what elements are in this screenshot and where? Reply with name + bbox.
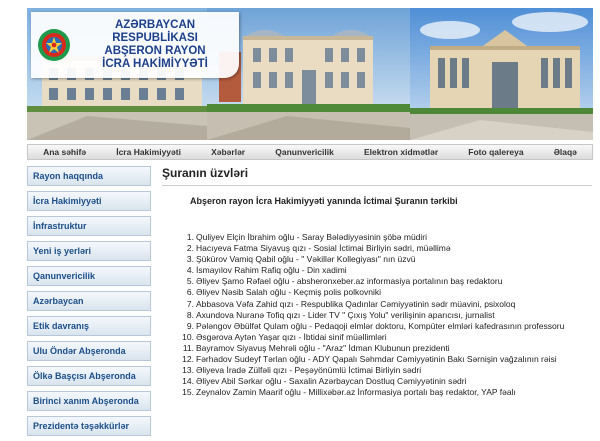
list-item <box>174 387 564 398</box>
list-item-text: Əliyev Şamo Rəfael oğlu - absheronxeber.az informasiya portalının baş redaktoru <box>196 276 503 287</box>
building-photo-3 <box>410 8 593 140</box>
list-item-number: 4. <box>186 265 194 276</box>
list-item <box>174 254 564 265</box>
nav-executive-authority[interactable]: İcra Hakimiyyəti <box>116 147 181 157</box>
list-item-number: 1. <box>186 232 194 242</box>
list-item <box>174 365 564 376</box>
header-banner <box>27 8 593 140</box>
list-item <box>174 287 564 298</box>
list-item-text: Əliyev Abil Sərkar oğlu - Saxalin Azərbaycan Dostluq Cəmiyyətinin sədri <box>196 376 467 387</box>
sidebar-item-infrastructure[interactable]: İnfrastruktur <box>27 216 151 236</box>
list-item-text: Abbasova Vəfa Zahid qızı - Respublika Qadınlar Cəmiyyətinin sədr müavini, psixoloq <box>196 298 516 309</box>
list-item <box>174 310 564 321</box>
logo-line-3: İCRA HAKİMİYYƏTİ <box>102 58 208 70</box>
page-title: Şuranın üzvləri <box>162 166 249 180</box>
sidebar-item-first-lady[interactable]: Birinci xanım Abşeronda <box>27 391 151 411</box>
state-emblem-icon <box>37 28 71 62</box>
list-item-number: 5. <box>186 276 194 287</box>
sidebar-item-new-jobs[interactable]: Yeni iş yerləri <box>27 241 151 261</box>
list-item-text: Əliyeva İradə Zülfəli qızı - Peşəyönümlü İctimai Birliyin sədri <box>196 365 422 376</box>
council-members-list <box>174 232 564 398</box>
list-item <box>174 232 564 243</box>
list-item-number: 7. <box>186 298 194 309</box>
sidebar-item-executive-authority[interactable]: İcra Hakimiyyəti <box>27 191 151 211</box>
list-item <box>174 276 564 287</box>
list-item-text: İsmayılov Rahim Rafiq oğlu - Din xadimi <box>196 265 347 276</box>
sidebar-menu <box>27 166 151 441</box>
list-item <box>174 321 564 332</box>
logo-line-1: AZƏRBAYCAN RESPUBLİKASI <box>112 19 198 44</box>
sidebar-item-thanks-to-president[interactable]: Prezidentə təşəkkürlər <box>27 416 151 436</box>
main-nav <box>27 144 593 160</box>
sidebar-item-great-leader[interactable]: Ulu Öndər Abşeronda <box>27 341 151 361</box>
list-item <box>174 343 564 354</box>
list-item-text: Axundova Nuranə Tofiq qızı - Lider TV " Çıxış Yolu" verilişinin aparıcısı, jurnalist <box>196 309 495 320</box>
site-logo[interactable] <box>31 12 239 78</box>
list-item-text: Əsgərova Aytən Yaşar qızı - İbtidai sinif müəllimləri <box>196 331 387 342</box>
main-content <box>162 166 592 398</box>
list-item-number: 9. <box>186 320 194 331</box>
list-item-text: Hacıyeva Fatma Siyavuş qızı - Sosial İctimai Birliyin sədri, müəllimə <box>196 243 451 254</box>
list-item-number: 11. <box>182 342 194 353</box>
list-item <box>174 376 564 387</box>
page-subtitle: Abşeron rayon İcra Hakimiyyəti yanında İctimai Şuranın tərkibi <box>190 196 458 206</box>
title-divider <box>162 185 592 186</box>
list-item <box>174 354 564 365</box>
list-item-number: 3. <box>186 254 194 265</box>
nav-photo-gallery[interactable]: Foto qalereya <box>468 147 524 157</box>
nav-home[interactable]: Ana səhifə <box>43 147 87 157</box>
logo-line-2: ABŞERON RAYON <box>104 45 206 57</box>
list-item-text: Əliyev Nəsib Salah oğlu - Keçmiş polis polkovniki <box>196 287 381 298</box>
list-item-text: Şükürov Vamiq Qabil oğlu - " Vəkillər Kollegiyası" nın üzvü <box>196 254 416 265</box>
list-item-number: 8. <box>186 309 194 320</box>
nav-news[interactable]: Xəbərlər <box>211 147 246 157</box>
list-item <box>174 243 564 254</box>
list-item-text: Fərhadov Sudeyf Tərlan oğlu - ADY Qapalı Səhmdar Cəmiyyətinin Bakı Sərnişin vağzalının rəisi <box>196 354 557 365</box>
list-item-number: 12. <box>182 354 194 365</box>
list-item-number: 10. <box>182 331 194 342</box>
sidebar-item-about-region[interactable]: Rayon haqqında <box>27 166 151 186</box>
list-item-text: Bayramov Siyavuş Mehrəli oğlu - "Araz" İdman Klubunun prezidenti <box>196 342 450 353</box>
list-item <box>174 299 564 310</box>
list-item-number: 15. <box>182 387 194 398</box>
sidebar-item-legislation[interactable]: Qanunvericilik <box>27 266 151 286</box>
nav-legislation[interactable]: Qanunvericilik <box>275 147 334 157</box>
sidebar-item-azerbaijan[interactable]: Azərbaycan <box>27 291 151 311</box>
list-item-text: Quliyev Elçin İbrahim oğlu - Saray Bələdiyyəsinin şöbə müdiri <box>196 232 428 242</box>
sidebar-item-ethics[interactable]: Etik davranış <box>27 316 151 336</box>
list-item-text: Zeynalov Zamin Maarif oğlu - Millixəbər.az İnformasiya portalı baş redaktor, YAP fəalı <box>196 387 516 398</box>
list-item-number: 2. <box>186 243 194 254</box>
list-item-number: 14. <box>182 376 194 387</box>
sidebar-item-head-of-state[interactable]: Ölkə Başçısı Abşeronda <box>27 366 151 386</box>
list-item-number: 13. <box>182 365 194 376</box>
nav-contact[interactable]: Əlaqə <box>553 147 577 157</box>
list-item-number: 6. <box>186 287 194 298</box>
list-item-text: Pələngov Əbülfət Qulam oğlu - Pedaqoji elmlər doktoru, Kompüter elmləri kafedrasının professoru <box>196 320 565 331</box>
list-item <box>174 265 564 276</box>
list-item <box>174 332 564 343</box>
logo-title <box>71 19 239 71</box>
nav-e-services[interactable]: Elektron xidmətlər <box>363 147 439 157</box>
